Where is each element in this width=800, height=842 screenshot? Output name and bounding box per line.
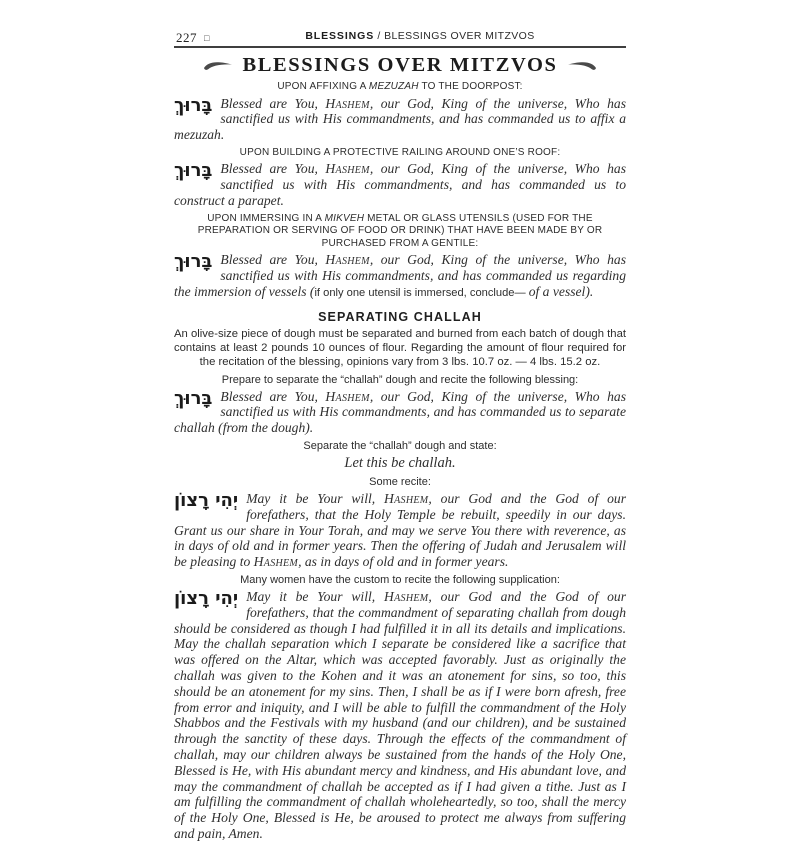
instruction-mezuzah: UPON AFFIXING A MEZUZAH TO THE DOORPOST: [277, 81, 523, 92]
prayer-supplication [174, 589, 626, 842]
title-bar [174, 54, 626, 77]
blessing-immersion-text: Blessed are You, Hashem, our God, King of the universe, Who has sanctified us with His commandments, and has commanded us regarding the immersion of vessels (if only one utensil is immersed, conclude— of a vessel). [174, 252, 626, 299]
instruction-prepare-challah: Prepare to separate the “challah” dough and recite the following blessing: [221, 373, 579, 386]
running-head-section: BLESSINGS [305, 30, 375, 42]
hebrew-opening-word: יְהִי רָצוֹן [174, 489, 239, 511]
flourish-left-icon [203, 60, 233, 72]
instruction-immersion: UPON IMMERSING IN A MIKVEH METAL OR GLASS UTENSILS (USED FOR THE PREPARATION OR SERVING OF FOOD OR DRINK) THAT HAVE BEEN MADE BY OR PURCHASED FROM A GENTILE: [197, 212, 603, 249]
running-head-subsection: BLESSINGS OVER MITZVOS [384, 30, 535, 42]
blessing-parapet [174, 161, 626, 208]
flourish-right-icon [567, 60, 597, 72]
supplication-label: Many women have the custom to recite the following supplication: [240, 573, 560, 586]
page-number: 227 □ [176, 30, 210, 45]
running-head-separator: / [374, 30, 385, 42]
page-marker-square-icon: □ [204, 33, 210, 43]
prayer-holy-temple-text: May it be Your will, Hashem, our God and the God of our forefathers, that the Holy Temple be rebuilt, speedily in our days. Grant us our share in Your Torah, and may we serve You there with reverence, as in days of old and in former years. Then the offering of Judah and Jerusalem will be pleasing to Hashem, as in days of old and in former years. [174, 490, 626, 570]
blessing-mezuzah [174, 96, 626, 143]
running-head [174, 30, 626, 42]
some-recite-label: Some recite: [369, 475, 431, 488]
prayer-holy-temple [174, 491, 626, 570]
page-header [174, 30, 626, 46]
blessing-mezuzah-text: Blessed are You, Hashem, our God, King of the universe, Who has sanctified us with His commandments, and has commanded us to affix a mezuzah. [174, 95, 626, 143]
header-rule [174, 46, 626, 48]
challah-note: An olive-size piece of dough must be separated and burned from each batch of dough that contains at least 2 pounds 10 ounces of flour. Regarding the amount of flour required for the recitation of the blessing, opinions vary from 3 lbs. 10.7 oz. — 4 lbs. 15.2 oz. [174, 327, 626, 369]
blessing-separate-challah-text: Blessed are You, Hashem, our God, King of the universe, Who has sanctified us with His commandments, and has commanded us to separate challah (from the dough). [174, 388, 626, 436]
blessing-parapet-text: Blessed are You, Hashem, our God, King of the universe, Who has sanctified us with His commandments, and has commanded us to construct a parapet. [174, 161, 626, 208]
instruction-parapet: UPON BUILDING A PROTECTIVE RAILING AROUND ONE’S ROOF: [239, 146, 561, 158]
challah-declaration: Let this be challah. [344, 454, 456, 471]
book-page [174, 0, 626, 842]
prayer-supplication-text: May it be Your will, Hashem, our God and the God of our forefathers, that the commandment of separating challah from dough should be considered as though I had fulfilled it in all its details and implications. May the challah separation which I separate be considered like a sacrifice that was offered on the Altar, which was accepted favorably. Just as originally the challah was given to the Kohen and it was an atonement for sins, so too, this should be an atonement for my sins. Then, I shall be as if I were born afresh, free from error and iniquity, and I will be able to fulfill the commandment of the Holy Shabbos and the Festivals with my husband (and our children), and be sustained through the sanctity of these days. Through the effects of the commandment of challah, may our children always be sustained from the hands of the Holy One, Blessed is He, with His abundant mercy and kindness, and His abundant love, and may the commandment of challah be accepted as if I had given a tithe. Just as I am fulfilling the commandment of challah wholeheartedly, so too, shall the mercy of the Holy One, Blessed is He, be aroused to protect me always from suffering and pain, Amen. [174, 588, 626, 841]
section-heading-separating-challah: SEPARATING CHALLAH [318, 309, 482, 324]
hebrew-opening-word: בָּרוּךְ [174, 387, 213, 409]
hebrew-opening-word: בָּרוּךְ [174, 251, 213, 273]
instruction-separate-state: Separate the “challah” dough and state: [303, 439, 497, 452]
page-title: BLESSINGS OVER MITZVOS [242, 54, 558, 76]
hebrew-opening-word: בָּרוּךְ [174, 94, 213, 116]
blessing-separate-challah [174, 389, 626, 436]
hebrew-opening-word: יְהִי רָצוֹן [174, 587, 239, 609]
blessing-immersion [174, 252, 626, 301]
hebrew-opening-word: בָּרוּךְ [174, 160, 213, 182]
